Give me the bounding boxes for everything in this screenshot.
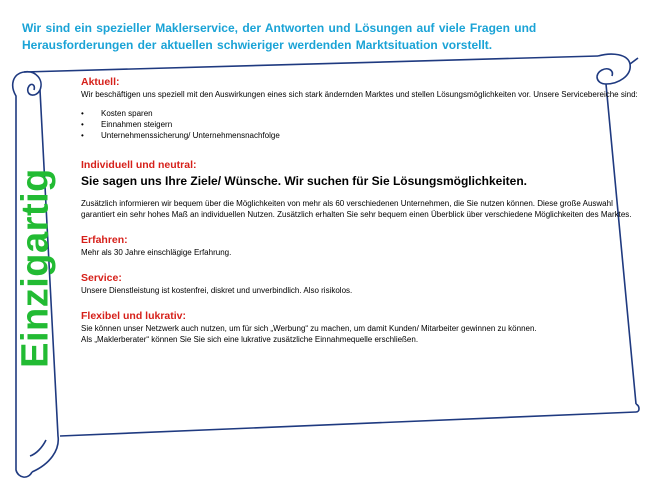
text-aktuell: Wir beschäftigen uns speziell mit den Auswirkungen eines sich stark ändernden Marktes und stellen Lösungsmöglichkeiten vor. Unsere Servicebereiche sind: bbox=[81, 90, 638, 99]
scroll-bottom-edge bbox=[60, 412, 636, 436]
heading-service: Service: bbox=[81, 272, 122, 284]
text-erfahren: Mehr als 30 Jahre einschlägige Erfahrung. bbox=[81, 248, 232, 257]
service-list bbox=[81, 108, 641, 141]
section-flexibel bbox=[81, 310, 641, 345]
list-item: • Einnahmen steigern bbox=[81, 119, 641, 130]
text-individuell: Zusätzlich informieren wir bequem über die Möglichkeiten von mehr als 60 verschiedenen Unternehmen, die Sie nutzen können. Diese große Auswahl garantiert ein sehr hohes Maß an individuellen Nutzen. Zusätzlich erhalten Sie sehr bequem einen Überblick über verschiedene Möglichkeiten des Marktes. bbox=[81, 199, 632, 219]
section-individuell bbox=[81, 159, 641, 220]
heading-aktuell: Aktuell: bbox=[81, 76, 120, 88]
lead-individuell: Sie sagen uns Ihre Ziele/ Wünsche. Wir suchen für Sie Lösungsmöglichkeiten. bbox=[81, 174, 527, 188]
list-item: • Unternehmenssicherung/ Unternehmensnachfolge bbox=[81, 130, 641, 141]
scroll-top-edge bbox=[24, 56, 598, 72]
einzigartig-vertical-title: Einzigartig bbox=[14, 168, 57, 368]
text-flexibel-1: Sie können unser Netzwerk auch nutzen, um für sich „Werbung“ zu machen, um damit Kunden/ Mitarbeiter gewinnen zu können. bbox=[81, 324, 537, 333]
section-erfahren bbox=[81, 234, 641, 258]
text-flexibel-2: Als „Maklerberater“ können Sie Sie sich eine lukrative zusätzliche Einnahmequelle erschließen. bbox=[81, 335, 419, 344]
heading-flexibel: Flexibel und lukrativ: bbox=[81, 310, 187, 322]
heading-individuell: Individuell und neutral: bbox=[81, 159, 197, 171]
content-area bbox=[81, 76, 641, 355]
text-service: Unsere Dienstleistung ist kostenfrei, diskret und unverbindlich. Also risikolos. bbox=[81, 286, 353, 295]
intro-text: Wir sind ein spezieller Maklerservice, der Antworten und Lösungen auf viele Fragen und Herausforderungen der aktuellen schwieriger werdenden Marktsituation vorstellt. bbox=[22, 21, 537, 52]
section-aktuell bbox=[81, 76, 641, 141]
heading-erfahren: Erfahren: bbox=[81, 234, 128, 246]
list-item: • Kosten sparen bbox=[81, 108, 641, 119]
section-service bbox=[81, 272, 641, 296]
